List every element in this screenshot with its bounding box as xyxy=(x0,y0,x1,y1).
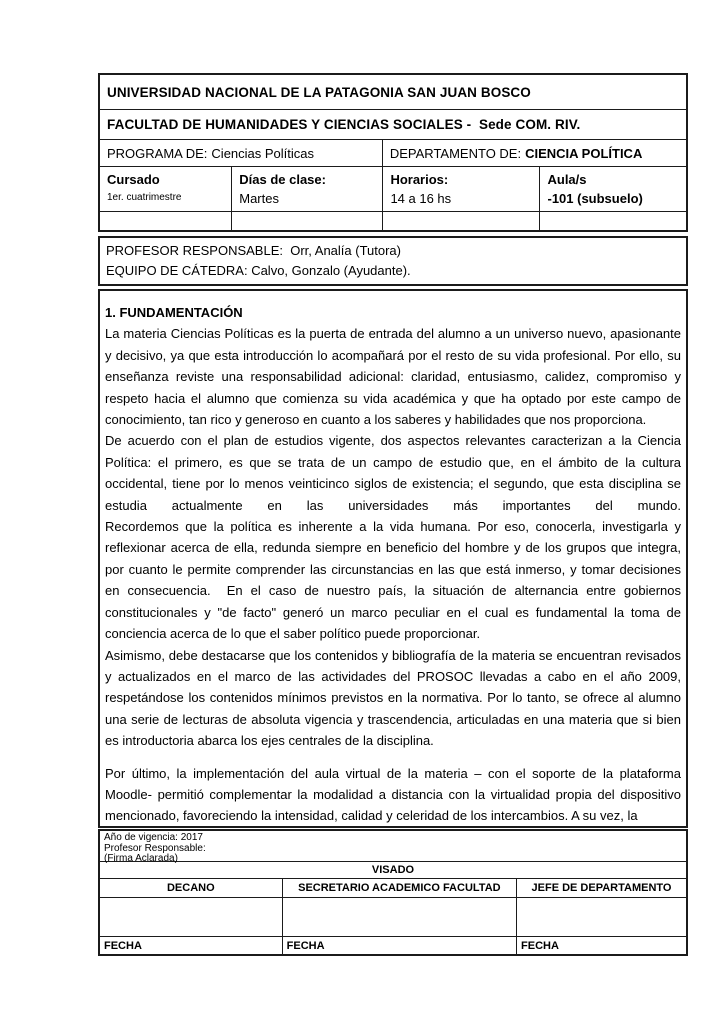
responsable-line: Profesor Responsable: xyxy=(104,842,206,854)
vigencia-cell xyxy=(100,831,686,865)
fundamentacion-section xyxy=(98,289,688,828)
empty-row xyxy=(100,211,686,230)
horarios-label: Horarios: xyxy=(390,172,449,187)
decano-header: DECANO xyxy=(166,882,215,894)
jefe-header: JEFE DE DEPARTAMENTO xyxy=(516,879,686,897)
vigencia-row xyxy=(100,831,686,865)
dias-cell xyxy=(231,167,382,211)
university-row xyxy=(100,75,686,109)
body-paragraph: De acuerdo con el plan de estudios vigente, dos aspectos relevantes caracterizan a la Ciencia Política: el primero, es que se trata de un campo de estudio que, en el ámbito de la cultura occidental, tiene por lo menos veinticinco siglos de existencia; el segundo, que esta disciplina se estudia actualmente en las universidades más importantes del mundo. xyxy=(105,433,681,513)
signature-space xyxy=(516,898,686,936)
body-paragraph: Asimismo, debe destacarse que los contenidos y bibliografía de la materia se encuentran revisados y actualizados en el marco de las actividades del PROSOC llevadas a cabo en el año 2009, respetándose los contenidos mínimos previstos en la normativa. Por lo tanto, se ofrece al alumno una serie de lecturas de absoluta vigencia y trascendencia, articuladas en una materia que si bien es introductoria abarca los ejes centrales de la disciplina. xyxy=(105,647,681,749)
profesor-responsable: PROFESOR RESPONSABLE: Orr, Analía (Tutora) xyxy=(106,243,401,258)
signature-space xyxy=(282,898,516,936)
section-heading: 1. FUNDAMENTACIÓN xyxy=(105,305,243,320)
fecha-row xyxy=(100,936,686,954)
visado-title: VISADO xyxy=(371,864,415,876)
empty-cell xyxy=(539,212,686,230)
fecha-label: FECHA xyxy=(516,937,686,954)
department-label: DEPARTAMENTO DE: xyxy=(389,145,522,161)
fecha-label: FECHA xyxy=(104,939,142,952)
department-cell xyxy=(382,140,686,166)
firma-line: (Firma Aclarada) xyxy=(104,853,178,865)
university-title: UNIVERSIDAD NACIONAL DE LA PATAGONIA SAN JUAN BOSCO xyxy=(107,84,531,100)
program-department-row xyxy=(100,139,686,166)
footer-table xyxy=(98,829,688,956)
empty-cell xyxy=(382,212,539,230)
program-label: PROGRAMA DE: xyxy=(107,145,208,161)
dias-label: Días de clase: xyxy=(239,172,326,187)
aula-value: -101 (subsuelo) xyxy=(547,191,643,206)
program-value: Ciencias Políticas xyxy=(211,145,315,161)
cursado-cell xyxy=(100,167,231,211)
signature-headers-row xyxy=(100,878,686,897)
department-value: CIENCIA POLÍTICA xyxy=(525,145,643,161)
schedule-row xyxy=(100,166,686,211)
faculty-row xyxy=(100,109,686,139)
cursado-value: 1er. cuatrimestre xyxy=(107,192,182,203)
vigencia-line: Año de vigencia: 2017 xyxy=(104,832,203,843)
staff-box xyxy=(98,236,688,286)
program-document xyxy=(98,73,688,956)
dias-value: Martes xyxy=(239,191,279,206)
secretario-header: SECRETARIO ACADEMICO FACULTAD xyxy=(282,879,516,897)
program-cell xyxy=(100,140,382,166)
header-table xyxy=(98,73,688,232)
cursado-label: Cursado xyxy=(107,172,160,187)
horarios-cell xyxy=(382,167,539,211)
body-paragraph: Por último, la implementación del aula virtual de la materia – con el soporte de la plataforma Moodle- permitió complementar la modalidad a distancia con la virtualidad propia del dispositivo mencionado, favoreciendo la intensidad, calidad y celeridad de los intercambios. A su vez, la xyxy=(105,765,681,824)
signature-space-row xyxy=(100,897,686,936)
aula-cell xyxy=(539,167,686,211)
body-paragraph: La materia Ciencias Políticas es la puerta de entrada del alumno a un universo nuevo, apasionante y decisivo, ya que esta introducción lo acompañará por el resto de su vida profesional. Por ello, su enseñanza reviste una responsabilidad adicional: claridad, entusiasmo, calidez, compromiso y respeto hacia el alumno que comienza su vida académica y que ha optado por este campo de conocimiento, tan rico y generoso en cuanto a los saberes y habilidades que nos proporciona. xyxy=(105,326,681,428)
body-paragraph: Recordemos que la política es inherente a la vida humana. Por eso, conocerla, investigarla y reflexionar acerca de ella, redunda siempre en beneficio del hombre y de los grupos que integra, por cuanto le permite comprender las circunstancias en las que está inmerso, y tomar decisiones en consecuencia. En el caso de nuestro país, la situación de alternancia entre gobiernos constitucionales y "de facto" generó un marco peculiar en el cual es fundamental la toma de conciencia acerca de lo que el saber político puede proporcionar. xyxy=(105,519,681,642)
horarios-value: 14 a 16 hs xyxy=(390,191,452,206)
empty-cell xyxy=(100,212,231,230)
fecha-label: FECHA xyxy=(282,937,516,954)
aula-label: Aula/s xyxy=(547,172,587,187)
equipo-catedra: EQUIPO DE CÁTEDRA: Calvo, Gonzalo (Ayudante). xyxy=(106,263,411,278)
signature-space xyxy=(100,898,282,936)
visado-row xyxy=(100,861,686,878)
faculty-title: FACULTAD DE HUMANIDADES Y CIENCIAS SOCIALES - Sede COM. RIV. xyxy=(107,117,581,132)
empty-cell xyxy=(231,212,382,230)
